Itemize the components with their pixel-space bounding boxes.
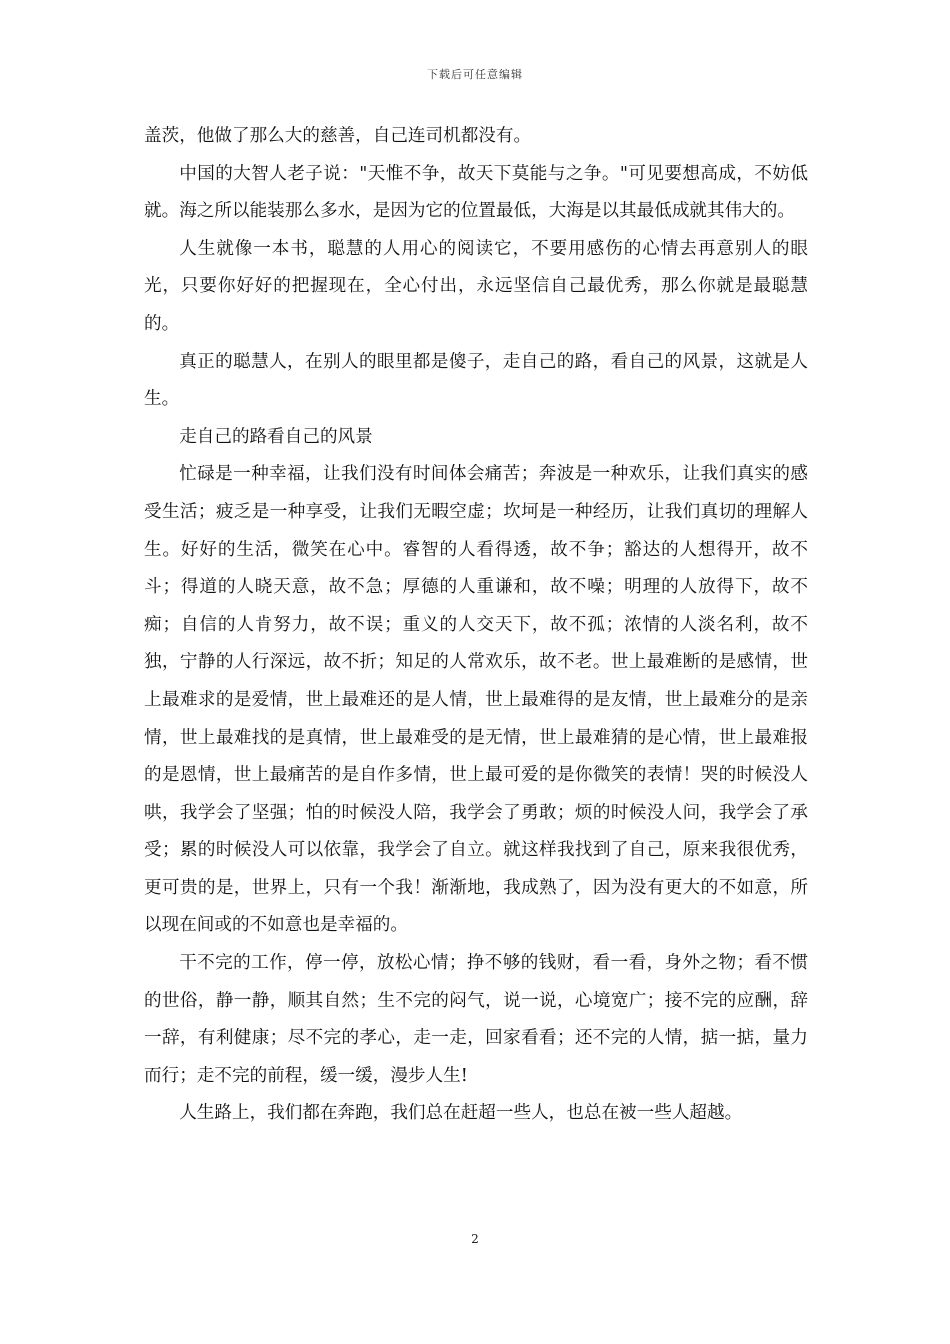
document-body <box>144 118 808 1133</box>
page-number: 2 <box>471 1232 479 1246</box>
paragraph: 忙碌是一种幸福，让我们没有时间体会痛苦；奔波是一种欢乐，让我们真实的感受生活；疲乏是一种享受，让我们无暇空虚；坎坷是一种经历，让我们真切的理解人生。好好的生活，微笑在心中。睿智的人看得透，故不争；豁达的人想得开，故不斗；得道的人晓天意，故不急；厚德的人重谦和，故不噪；明理的人放得下，故不痴；自信的人肯努力，故不误；重义的人交天下，故不孤；浓情的人淡名利，故不独，宁静的人行深远，故不折；知足的人常欢乐，故不老。世上最难断的是感情，世上最难求的是爱情，世上最难还的是人情，世上最难得的是友情，世上最难分的是亲情，世上最难找的是真情，世上最难受的是无情，世上最难猜的是心情，世上最难报的是恩情，世上最痛苦的是自作多情，世上最可爱的是你微笑的表情！哭的时候没人哄，我学会了坚强；怕的时候没人陪，我学会了勇敢；烦的时候没人问，我学会了承受；累的时候没人可以依靠，我学会了自立。就这样我找到了自己，原来我很优秀，更可贵的是，世界上，只有一个我！渐渐地，我成熟了，因为没有更大的不如意，所以现在间或的不如意也是幸福的。 <box>144 464 808 936</box>
paragraph: 中国的大智人老子说："天惟不争，故天下莫能与之争。"可见要想高成，不妨低就。海之所以能装那么多水，是因为它的位置最低，大海是以其最低成就其伟大的。 <box>144 163 808 222</box>
section-title: 走自己的路看自己的风景 <box>179 426 373 447</box>
paragraph: 盖茨，他做了那么大的慈善，自己连司机都没有。 <box>144 126 532 146</box>
paragraph: 真正的聪慧人，在别人的眼里都是傻子，走自己的路，看自己的风景，这就是人生。 <box>144 351 808 410</box>
paragraph: 干不完的工作，停一停，放松心情；挣不够的钱财，看一看，身外之物；看不惯的世俗，静一静，顺其自然；生不完的闷气，说一说，心境宽广；接不完的应酬，辞一辞，有利健康；尽不完的孝心，走一走，回家看看；还不完的人情，掂一掂，量力而行；走不完的前程，缓一缓，漫步人生! <box>144 953 808 1086</box>
paragraph: 人生路上，我们都在奔跑，我们总在赶超一些人，也总在被一些人超越。 <box>179 1103 743 1124</box>
paragraph: 人生就像一本书，聪慧的人用心的阅读它，不要用感伤的心情去再意别人的眼光，只要你好好的把握现在，全心付出，永远坚信自己最优秀，那么你就是最聪慧的。 <box>144 238 808 334</box>
page-header: 下载后可任意编辑 <box>427 68 523 81</box>
